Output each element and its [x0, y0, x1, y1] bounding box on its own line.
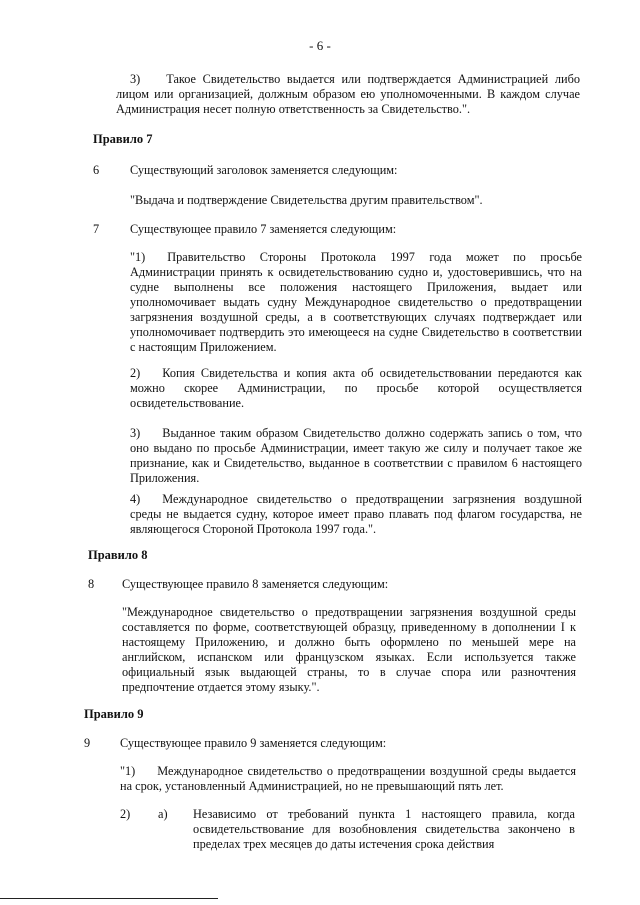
- rule9-paragraph-2-marker: 2): [120, 807, 131, 821]
- rule9-heading: Правило 9: [84, 707, 144, 721]
- page-number: - 6 -: [309, 38, 331, 53]
- item-number-7: 7: [93, 222, 100, 236]
- paragraph-marker: "1): [130, 250, 146, 264]
- paragraph-text: Копия Свидетельства и копия акта об освидетельствовании передаются как можно скорее Администрации, по просьбе которой осуществляется освидетельствование.: [130, 366, 582, 410]
- rule7-paragraph-3: [130, 426, 582, 486]
- paragraph-marker: 3): [130, 426, 141, 440]
- item6-quote: "Выдача и подтверждение Свидетельства другим правительством".: [130, 193, 483, 207]
- rule7-paragraph-4: [130, 492, 582, 537]
- paragraph-text: Такое Свидетельство выдается или подтверждается Администрацией либо лицом или организацией, должным образом ею уполномоченными. В каждом случае Администрация несет полную ответственность за Свидетельство.".: [116, 72, 580, 116]
- paragraph-text: Выданное таким образом Свидетельство должно содержать запись о том, что оно выдано по просьбе Администрации, имеет такую же силу и получает такое же признание, как и Свидетельство, выданное в соответствии с правилом 6 настоящего Приложения.: [130, 426, 582, 485]
- paragraph-top-3: [116, 72, 580, 117]
- item8-intro: Существующее правило 8 заменяется следующим:: [122, 577, 389, 591]
- item-number-9: 9: [84, 736, 91, 750]
- rule8-heading: Правило 8: [88, 548, 148, 562]
- paragraph-marker: 2): [130, 366, 141, 380]
- item-number-8: 8: [88, 577, 95, 591]
- item-number-6: 6: [93, 163, 100, 177]
- item6-intro: Существующий заголовок заменяется следующим:: [130, 163, 398, 177]
- rule9-paragraph-1: [120, 764, 576, 794]
- paragraph-text: Международное свидетельство о предотвращении воздушной среды выдается на срок, установленный Администрацией, но не превышающий пять лет.: [120, 764, 576, 793]
- rule9-paragraph-2-text: Независимо от требований пункта 1 настоящего правила, когда освидетельствование для возобновления свидетельства закончено в пределах трех месяцев до даты истечения срока действия: [193, 807, 575, 851]
- item9-intro: Существующее правило 9 заменяется следующим:: [120, 736, 387, 750]
- paragraph-marker: "1): [120, 764, 136, 778]
- rule8-quote: "Международное свидетельство о предотвращении загрязнения воздушной среды составляется по форме, соответствующей образцу, приведенному в дополнении I к настоящему Приложению, и должно быть оформлено по меньшей мере на английском, испанском или французском языках. Если используется также официальный язык выдающей страны, то в случае спора или разночтения предпочтение отдается этому языку.".: [122, 605, 576, 694]
- rule7-paragraph-2: [130, 366, 582, 411]
- paragraph-marker: 3): [130, 72, 141, 86]
- item7-intro: Существующее правило 7 заменяется следующим:: [130, 222, 397, 236]
- paragraph-text: Международное свидетельство о предотвращении загрязнения воздушной среды не выдается судну, которое имеет право плавать под флагом государства, не являющегося Стороной Протокола 1997 года.".: [130, 492, 582, 536]
- paragraph-text: Правительство Стороны Протокола 1997 года может по просьбе Администрации принять к освидетельствованию судно и, удостоверившись, что на судне выполнены все положения настоящего Приложения, выдает или уполномочивает выдать судну Международное свидетельство о предотвращении загрязнения воздушной среды, а в соответствующих случаях подтверждает или уполномочивает подтвердить это имеющееся на судне Свидетельство в соответствии с настоящим Приложением.: [130, 250, 582, 354]
- paragraph-marker: 4): [130, 492, 141, 506]
- rule7-heading: Правило 7: [93, 132, 153, 146]
- rule9-paragraph-2-sub-marker: a): [158, 807, 168, 821]
- rule7-paragraph-1: [130, 250, 582, 355]
- footer-divider: [0, 898, 218, 899]
